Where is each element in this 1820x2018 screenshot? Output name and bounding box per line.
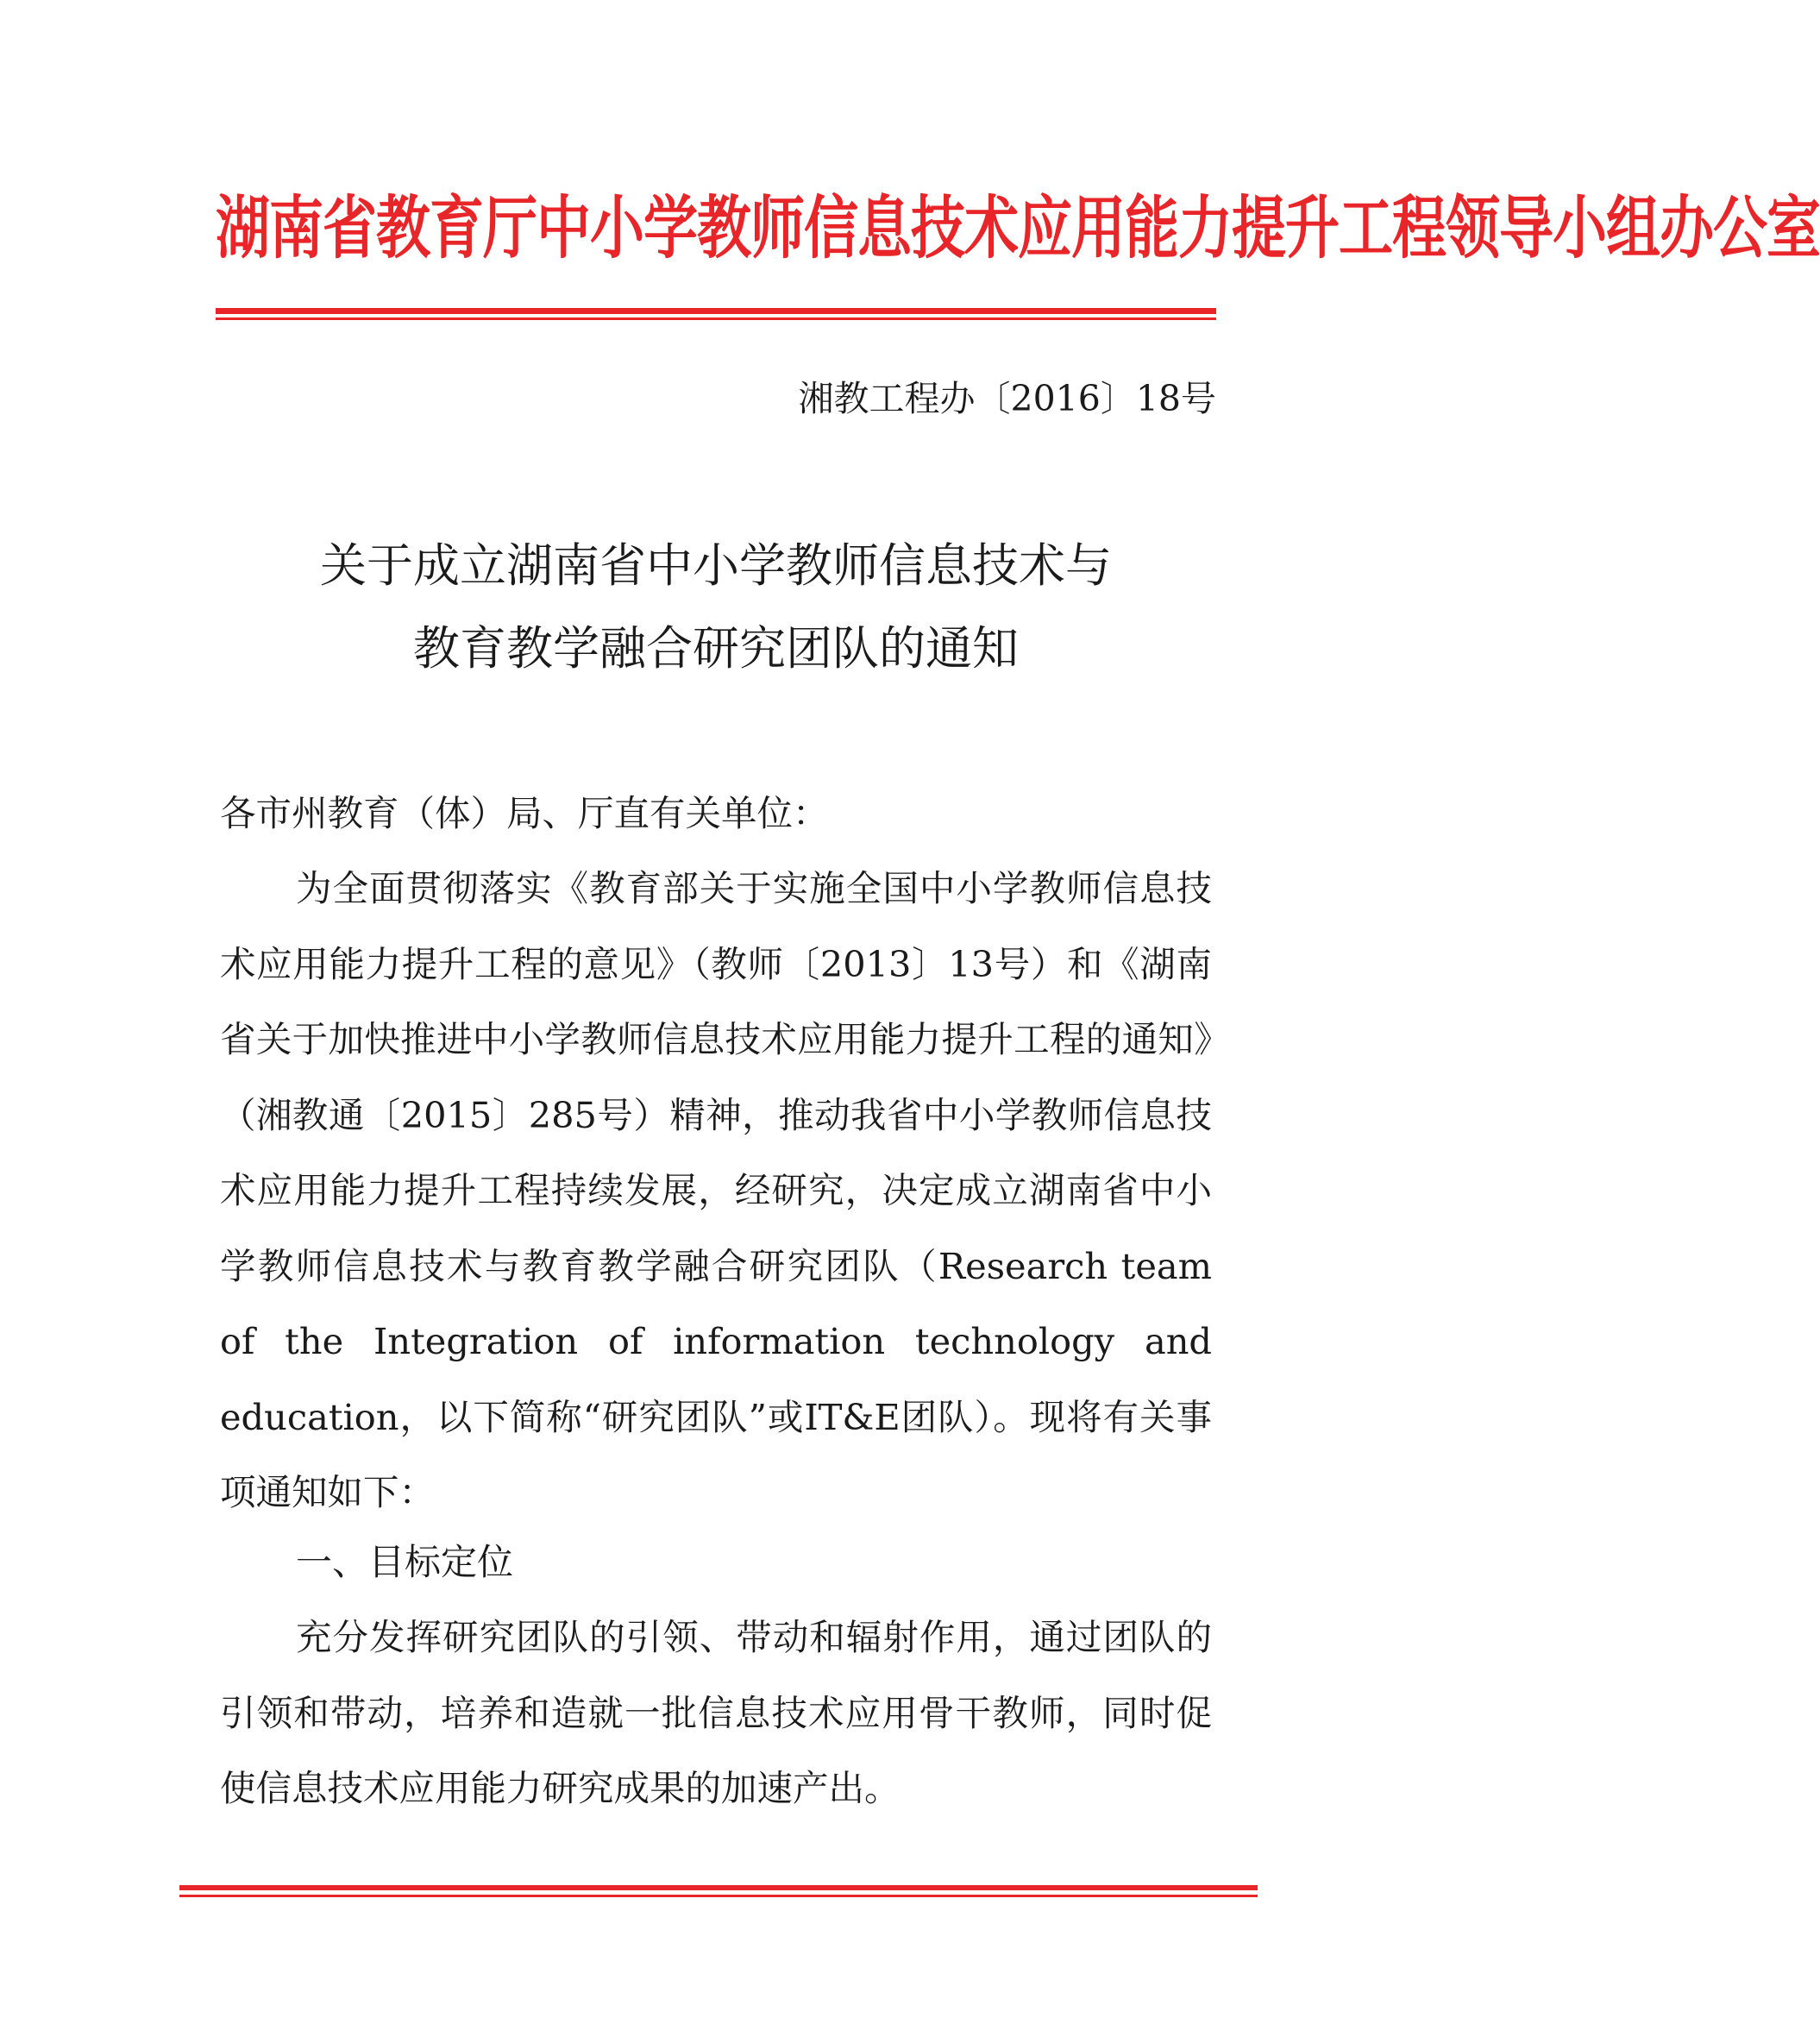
header-red-rule-thick <box>216 308 1216 314</box>
body-paragraph-1: 为全面贯彻落实《教育部关于实施全国中小学教师信息技术应用能力提升工程的意见》（教师〔2013〕13号）和《湖南省关于加快推进中小学教师信息技术应用能力提升工程的通知》（湘教通〔2015〕285号）精神，推动我省中小学教师信息技术应用能力提升工程持续发展，经研究，决定成立湖南省中小学教师信息技术与教育教学融合研究团队（Research team of the Integration of information technology and education，以下简称“研究团队”或IT&E团队）。现将有关事项通知如下： <box>220 867 1212 1513</box>
salutation: 各市州教育（体）局、厅直有关单位： <box>220 792 829 834</box>
footer-red-rule-thin <box>179 1895 1258 1897</box>
footer-red-rule-thick <box>179 1885 1258 1890</box>
document-number: 湘教工程办〔2016〕18号 <box>798 378 1216 419</box>
document-title-line-2: 教育教学融合研究团队的通知 <box>413 621 1019 676</box>
document-title-line-1: 关于成立湖南省中小学教师信息技术与 <box>320 538 1112 593</box>
issuing-office-header: 湖南省教育厅中小学教师信息技术应用能力提升工程领导小组办公室 <box>216 188 1820 267</box>
section-heading-1: 一、目标定位 <box>296 1541 514 1583</box>
body-paragraph-2: 充分发挥研究团队的引领、带动和辐射作用，通过团队的引领和带动，培养和造就一批信息技术应用骨干教师，同时促使信息技术应用能力研究成果的加速产出。 <box>220 1616 1212 1809</box>
header-red-rule-thin <box>216 317 1216 320</box>
